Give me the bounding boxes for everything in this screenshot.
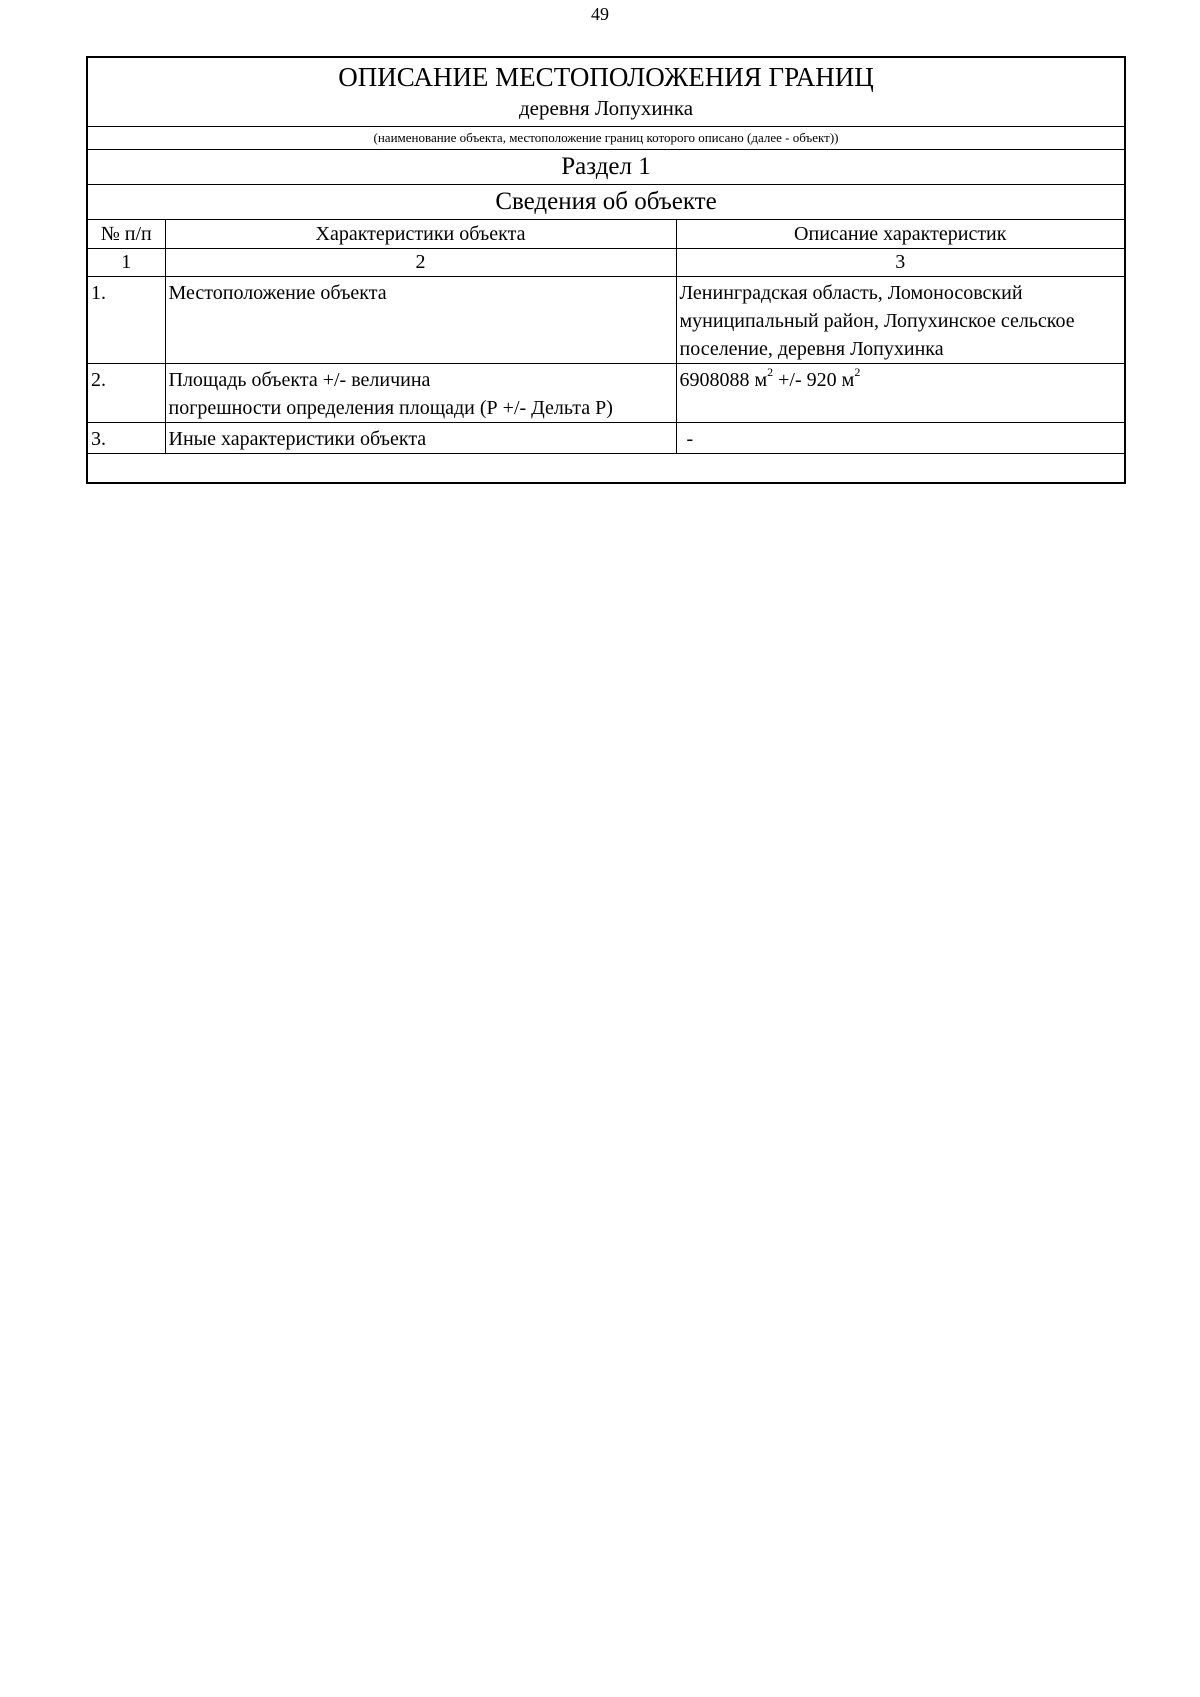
empty-cell — [87, 454, 1125, 484]
column-header-number: № п/п — [87, 220, 165, 249]
column-number-row — [87, 249, 1125, 277]
characteristic-line-1: Площадь объекта +/- величина — [168, 369, 431, 391]
table-header-row — [87, 220, 1125, 249]
row-number: 2. — [87, 364, 165, 423]
page-number: 49 — [591, 4, 609, 24]
row-description — [676, 364, 1125, 423]
row-description: - — [676, 423, 1125, 454]
document-title: ОПИСАНИЕ МЕСТОПОЛОЖЕНИЯ ГРАНИЦ — [338, 62, 874, 92]
row-description: Ленинградская область, Ломоносовский муниципальный район, Лопухинское сельское поселение, деревня Лопухинка — [676, 277, 1125, 364]
object-name: деревня Лопухинка — [519, 96, 694, 120]
boundary-description-table — [86, 56, 1126, 484]
area-tolerance: +/- 920 м — [773, 369, 855, 391]
row-characteristic: Местоположение объекта — [165, 277, 676, 364]
area-value: 6908088 м — [679, 369, 768, 391]
row-number: 3. — [87, 423, 165, 454]
section-title: Сведения об объекте — [87, 185, 1125, 220]
column-number-2: 2 — [165, 249, 676, 277]
row-characteristic — [165, 364, 676, 423]
object-name-caption: (наименование объекта, местоположение границ которого описано (далее - объект)) — [87, 127, 1125, 150]
column-header-characteristics: Характеристики объекта — [165, 220, 676, 249]
column-number-3: 3 — [676, 249, 1125, 277]
row-number: 1. — [87, 277, 165, 364]
column-header-description: Описание характеристик — [676, 220, 1125, 249]
document-title-cell — [87, 57, 1125, 127]
table-row — [87, 364, 1125, 423]
table-row — [87, 277, 1125, 364]
empty-table-row — [87, 454, 1125, 484]
section-label: Раздел 1 — [87, 150, 1125, 185]
area-unit-superscript: 2 — [767, 365, 774, 380]
row-characteristic: Иные характеристики объекта — [165, 423, 676, 454]
column-number-1: 1 — [87, 249, 165, 277]
table-row — [87, 423, 1125, 454]
characteristic-line-2: погрешности определения площади (Р +/- Дельта Р) — [168, 397, 613, 419]
tolerance-unit-superscript: 2 — [854, 365, 861, 380]
